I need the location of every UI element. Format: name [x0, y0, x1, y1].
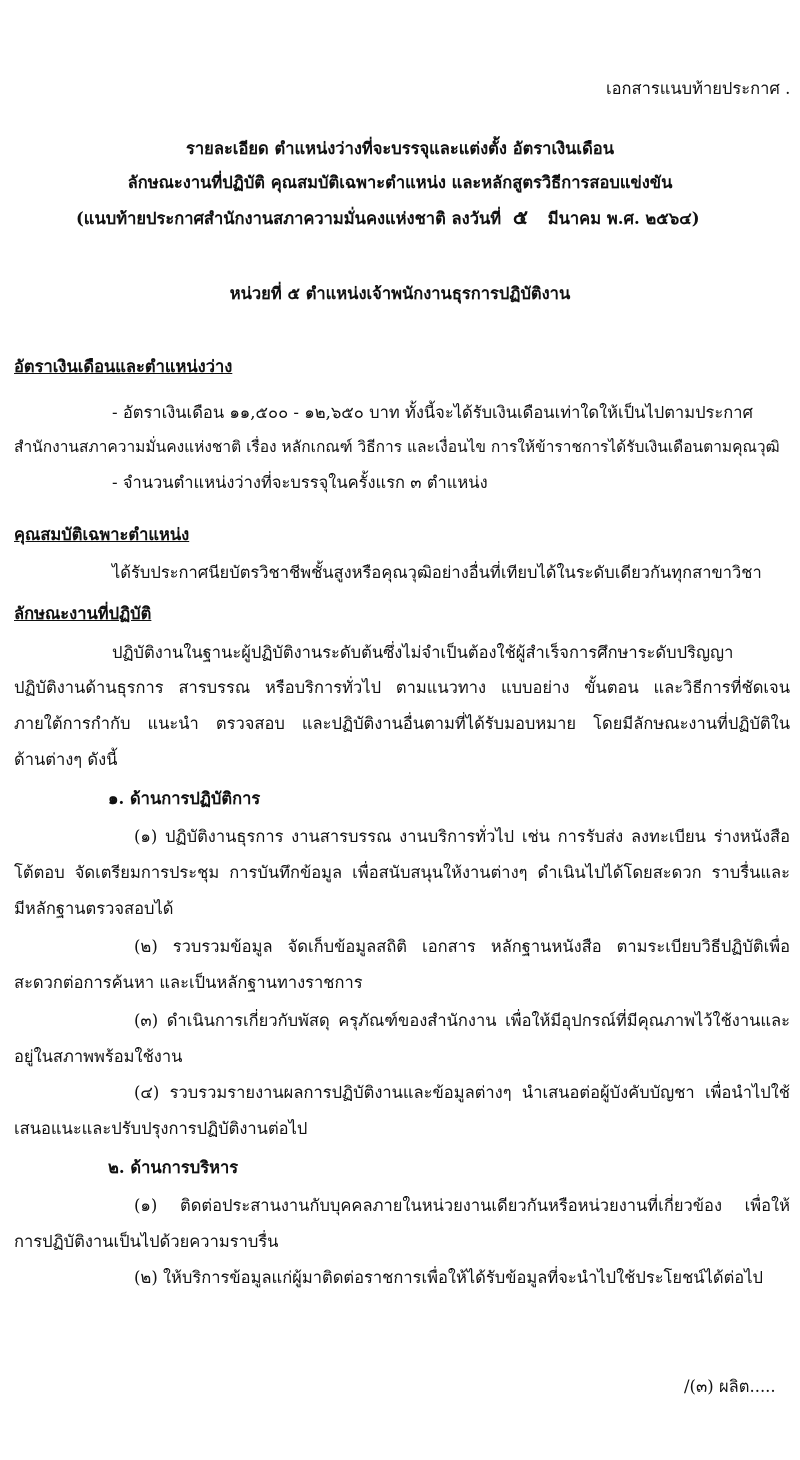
section-1-item-2-line-2: สะดวกต่อการค้นหา และเป็นหลักฐานทางราชการ [14, 973, 363, 992]
section-2-item-1-line-2: การปฏิบัติงานเป็นไปด้วยความราบรื่น [14, 1232, 279, 1251]
qualification-text: ได้รับประกาศนียบัตรวิชาชีพชั้นสูงหรือคุณวุฒิอย่างอื่นที่เทียบได้ในระดับเดียวกันทุกสาขาวิชา [112, 563, 762, 582]
section-2-item-1-line-1: (๑) ติดต่อประสานงานกับบุคคลภายในหน่วยงานเดียวกันหรือหน่วยงานที่เกี่ยวข้อง เพื่อให้ [134, 1196, 790, 1215]
title-line-3-suffix: มีนาคม พ.ศ. ๒๕๖๔) [547, 209, 700, 228]
salary-line-2: สำนักงานสภาความมั่นคงแห่งชาติ เรื่อง หลักเกณฑ์ วิธีการ และเงื่อนไข การให้ข้าราชการได้รับเงินเดือนตามคุณวุฒิ [14, 438, 780, 456]
qualification-heading: คุณสมบัติเฉพาะตำแหน่ง [14, 525, 190, 544]
section-1-item-2-line-1: (๒) รวบรวมข้อมูล จัดเก็บข้อมูลสถิติ เอกสาร หลักฐานหนังสือ ตามระเบียบวิธีปฏิบัติเพื่อ [134, 937, 790, 956]
title-line-1: รายละเอียด ตำแหน่งว่างที่จะบรรจุและแต่งตั้ง อัตราเงินเดือน [186, 139, 614, 158]
salary-heading: อัตราเงินเดือนและตำแหน่งว่าง [14, 357, 233, 376]
unit-title: หน่วยที่ ๕ ตำแหน่งเจ้าพนักงานธุรการปฏิบัติงาน [229, 284, 571, 303]
section-1-heading: ๑. ด้านการปฏิบัติการ [108, 789, 261, 808]
title-line-3-prefix: (แนบท้ายประกาศสำนักงานสภาความมั่นคงแห่งชาติ ลงวันที่ [76, 209, 502, 228]
duties-intro-line-1: ปฏิบัติงานในฐานะผู้ปฏิบัติงานระดับต้นซึ่งไม่จำเป็นต้องใช้ผู้สำเร็จการศึกษาระดับปริญญา [112, 643, 734, 662]
continuation-marker: /(๓) ผลิต..... [684, 1377, 776, 1396]
duties-intro-line-2: ปฏิบัติงานด้านธุรการ สารบรรณ หรือบริการทั่วไป ตามแนวทาง แบบอย่าง ขั้นตอน และวิธีการที่ชัดเจน [14, 678, 790, 697]
salary-line-3: - จำนวนตำแหน่งว่างที่จะบรรจุในครั้งแรก ๓ ตำแหน่ง [112, 473, 488, 492]
section-1-item-4-line-1: (๔) รวบรวมรายงานผลการปฏิบัติงานและข้อมูลต่างๆ นำเสนอต่อผู้บังคับบัญชา เพื่อนำไปใช้ [134, 1083, 790, 1102]
section-1-item-4-line-2: เสนอแนะและปรับปรุงการปฏิบัติงานต่อไป [14, 1119, 308, 1138]
document-reference: เอกสารแนบท้ายประกาศ . [606, 79, 791, 98]
section-2-item-2-line-1: (๒) ให้บริการข้อมูลแก่ผู้มาติดต่อราชการเพื่อให้ได้รับข้อมูลที่จะนำไปใช้ประโยชน์ได้ต่อไป [134, 1268, 763, 1287]
duties-intro-line-3: ภายใต้การกำกับ แนะนำ ตรวจสอบ และปฏิบัติงานอื่นตามที่ได้รับมอบหมาย โดยมีลักษณะงานที่ปฏิบัติใน [14, 714, 790, 733]
title-line-2: ลักษณะงานที่ปฏิบัติ คุณสมบัติเฉพาะตำแหน่ง และหลักสูตรวิธีการสอบแข่งขัน [127, 173, 673, 192]
section-1-item-1-line-1: (๑) ปฏิบัติงานธุรการ งานสารบรรณ งานบริการทั่วไป เช่น การรับส่ง ลงทะเบียน ร่างหนังสือ [134, 827, 790, 846]
duties-intro-line-4: ด้านต่างๆ ดังนี้ [14, 750, 118, 769]
section-1-item-1-line-3: มีหลักฐานตรวจสอบได้ [14, 899, 174, 918]
announcement-day: ๕ [512, 205, 529, 229]
section-1-item-3-line-1: (๓) ดำเนินการเกี่ยวกับพัสดุ ครุภัณฑ์ของสำนักงาน เพื่อให้มีอุปกรณ์ที่มีคุณภาพไว้ใช้งานและ [134, 1011, 790, 1030]
salary-line-1: - อัตราเงินเดือน ๑๑,๕๐๐ - ๑๒,๖๕๐ บาท ทั้งนี้จะได้รับเงินเดือนเท่าใดให้เป็นไปตามประกาศ [112, 403, 754, 422]
title-line-3 [76, 206, 700, 230]
section-2-heading: ๒. ด้านการบริหาร [108, 1158, 239, 1177]
section-1-item-3-line-2: อยู่ในสภาพพร้อมใช้งาน [14, 1047, 183, 1066]
duties-heading: ลักษณะงานที่ปฏิบัติ [14, 604, 152, 623]
section-1-item-1-line-2: โต้ตอบ จัดเตรียมการประชุม การบันทึกข้อมูล เพื่อสนับสนุนให้งานต่างๆ ดำเนินไปได้โดยสะดวก ราบรื่นและ [14, 863, 790, 882]
